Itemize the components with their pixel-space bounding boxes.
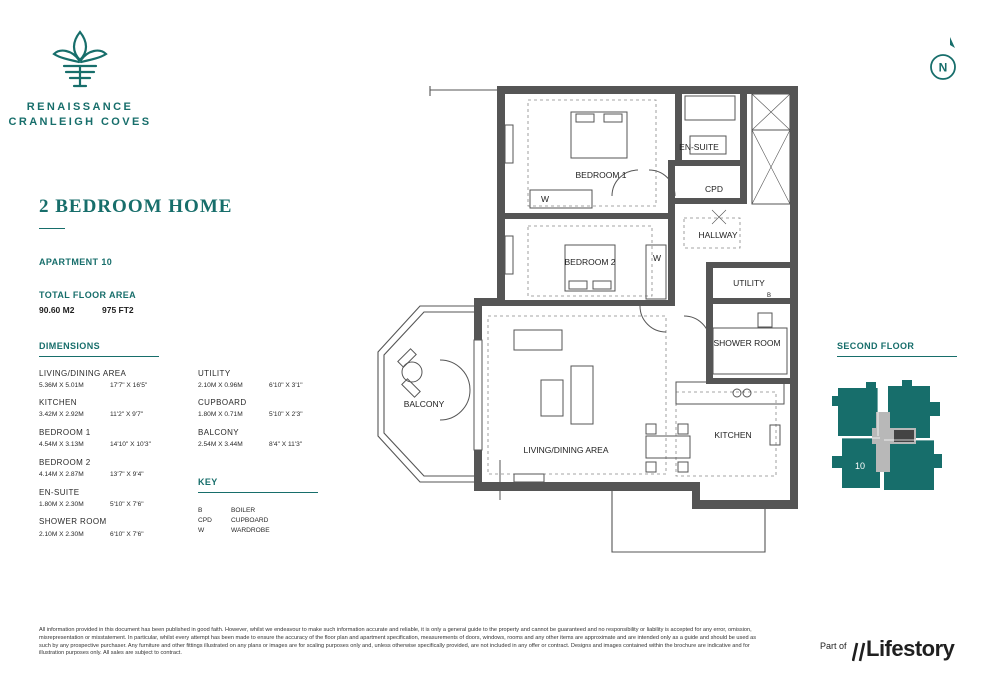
- home-title: 2 BEDROOM HOME: [39, 196, 233, 217]
- dimensions-divider: [39, 356, 159, 357]
- key-heading: KEY: [198, 477, 218, 487]
- wall-utility-top: [706, 262, 790, 268]
- dim-imperial-bedroom2: 13'7" X 9'4": [110, 471, 144, 478]
- dim-room-bedroom1: BEDROOM 1: [39, 428, 91, 437]
- label-wardrobe1: W: [540, 194, 550, 204]
- part-of-label: Part of: [820, 641, 847, 651]
- key-meaning-wardrobe: WARDROBE: [231, 527, 270, 534]
- label-balcony: BALCONY: [403, 399, 445, 409]
- label-living: LIVING/DINING AREA: [523, 445, 609, 455]
- key-meaning-boiler: BOILER: [231, 507, 256, 514]
- wall-ensuite-left: [675, 94, 682, 166]
- dim-metric-bedroom2: 4.14M X 2.87M: [39, 471, 84, 478]
- dim-metric-kitchen: 3.42M X 2.92M: [39, 411, 84, 418]
- wall-ensuite-bottom: [675, 160, 745, 166]
- dim-metric-balcony: 2.54M X 3.44M: [198, 441, 243, 448]
- wall-cpd-bottom: [675, 198, 747, 204]
- window-bed2: [505, 236, 513, 274]
- label-wardrobe2: W: [652, 253, 662, 263]
- legal-disclaimer: All information provided in this document has been published in good faith. However, whilst we endeavour to make such information accurate and reliable, it is only a general guide to the property and cannot be guaranteed and no responsibility or liability is accepted for any error, omission, misrepresentation or misstatement. In particular, whilst every attempt has been made to ensure the accuracy of the floor plan and apartment specification, measurements of doors, windows, rooms and any other items are approximate and are intended only as a guide and should be used as such by any prospective purchaser. Any furniture and other fittings illustrated on any plans or images are for scaling purposes only and, unless otherwise specifically provided, are not included in any offer or contract. Designs and images contained within the brochure are indicative and for illustration purposes only. All sales are subject to contract.: [39, 627, 757, 657]
- label-bedroom2: BEDROOM 2: [564, 257, 616, 267]
- key-meaning-cupboard: CUPBOARD: [231, 517, 269, 524]
- lifestory-logo-text: Lifestory: [866, 636, 955, 661]
- label-cpd: CPD: [705, 184, 723, 194]
- total-floor-area-metric: 90.60 M2: [39, 305, 75, 315]
- dim-imperial-balcony: 8'4" X 11'3": [269, 441, 303, 448]
- key-code-boiler: B: [198, 507, 203, 514]
- dimensions-heading: DIMENSIONS: [39, 341, 101, 351]
- dim-imperial-shower: 6'10" X 7'6": [110, 531, 144, 538]
- north-arrow-icon: [928, 34, 962, 82]
- dim-room-bedroom2: BEDROOM 2: [39, 458, 91, 467]
- wall-ensuite-right: [740, 94, 747, 204]
- second-floor-locator-plan: [828, 376, 950, 496]
- key-code-cupboard: CPD: [198, 517, 212, 524]
- second-floor-unit-number: 10: [854, 461, 866, 471]
- label-bedroom1: BEDROOM 1: [575, 170, 627, 180]
- dim-imperial-ensuite: 5'10" X 7'6": [110, 501, 144, 508]
- dim-metric-ensuite: 1.80M X 2.30M: [39, 501, 84, 508]
- brand-block: [0, 28, 160, 130]
- wall-top: [497, 86, 797, 94]
- window-bed1: [505, 125, 513, 163]
- wall-bottom-left: [474, 482, 699, 491]
- label-boiler: B: [766, 293, 772, 299]
- dim-room-utility: UTILITY: [198, 369, 231, 378]
- dim-imperial-kitchen: 11'2" X 9'7": [110, 411, 144, 418]
- dim-room-balcony: BALCONY: [198, 428, 240, 437]
- dim-metric-shower: 2.10M X 2.30M: [39, 531, 84, 538]
- wall-utility-bottom: [706, 298, 790, 304]
- dim-room-shower: SHOWER ROOM: [39, 517, 107, 526]
- dim-metric-bedroom1: 4.54M X 3.13M: [39, 441, 84, 448]
- key-code-wardrobe: W: [198, 527, 205, 534]
- wall-right: [790, 86, 798, 509]
- apartment-number: APARTMENT 10: [39, 257, 113, 267]
- dim-metric-utility: 2.10M X 0.96M: [198, 382, 243, 389]
- wall-bed-divider: [505, 213, 675, 219]
- dim-imperial-cupboard: 5'10" X 2'3": [269, 411, 303, 418]
- label-ensuite: EN-SUITE: [679, 142, 719, 152]
- key-divider: [198, 492, 318, 493]
- dim-room-ensuite: EN-SUITE: [39, 488, 80, 497]
- dim-metric-cupboard: 1.80M X 0.71M: [198, 411, 243, 418]
- wall-bottom-right: [692, 500, 797, 509]
- window-living: [474, 340, 482, 450]
- wall-left-upper: [497, 86, 505, 306]
- second-floor-divider: [837, 356, 957, 357]
- wall-shower-bottom: [706, 378, 790, 384]
- compass-label: N: [938, 60, 948, 75]
- dim-imperial-bedroom1: 14'10" X 10'3": [110, 441, 151, 448]
- wall-utility-left: [706, 262, 713, 382]
- fleur-de-lis-icon: [50, 28, 110, 90]
- dim-room-kitchen: KITCHEN: [39, 398, 77, 407]
- total-floor-area-imperial: 975 FT2: [102, 305, 134, 315]
- brand-name-line2: CRANLEIGH COVES: [8, 116, 152, 128]
- total-floor-area-label: TOTAL FLOOR AREA: [39, 290, 137, 300]
- brand-name-line1: RENAISSANCE: [26, 101, 134, 113]
- lifestory-slash-icon: [852, 641, 866, 663]
- title-divider: [39, 228, 65, 229]
- floor-plan: [370, 80, 800, 560]
- second-floor-label: SECOND FLOOR: [837, 341, 915, 351]
- dim-imperial-utility: 6'10" X 3'1": [269, 382, 303, 389]
- wall-bed2-bottom: [505, 300, 675, 306]
- dim-metric-living: 5.36M X 5.01M: [39, 382, 84, 389]
- label-kitchen: KITCHEN: [714, 430, 752, 440]
- dim-room-living: LIVING/DINING AREA: [39, 369, 127, 378]
- label-utility: UTILITY: [733, 278, 765, 288]
- dim-room-cupboard: CUPBOARD: [198, 398, 247, 407]
- label-shower-room: SHOWER ROOM: [713, 338, 781, 348]
- label-hallway: HALLWAY: [698, 230, 738, 240]
- dim-imperial-living: 17'7" X 16'5": [110, 382, 148, 389]
